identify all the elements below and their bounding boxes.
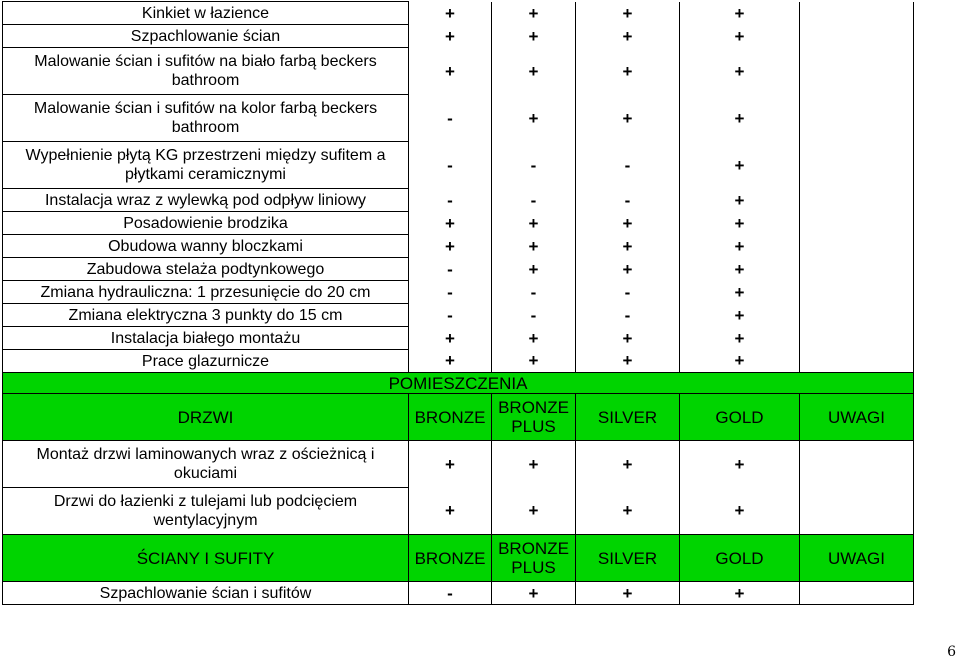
package-column-header: SILVER [576,394,680,441]
package-mark: - [409,258,492,281]
package-mark: - [492,189,576,212]
package-mark: - [492,281,576,304]
package-mark: + [492,2,576,25]
notes-cell [800,281,914,304]
package-mark: + [680,2,800,25]
section-name: DRZWI [3,394,409,441]
table-row [3,189,914,212]
package-mark: + [492,350,576,373]
package-mark: + [409,488,492,535]
package-column-header: GOLD [680,535,800,582]
table-row [3,235,914,258]
package-mark: + [576,258,680,281]
row-label: Zmiana elektryczna 3 punkty do 15 cm [3,304,409,327]
package-mark: + [576,48,680,95]
package-mark: + [492,212,576,235]
notes-cell [800,258,914,281]
package-mark: + [409,25,492,48]
notes-cell [800,488,914,535]
table-row [3,304,914,327]
package-column-header: BRONZE PLUS [492,394,576,441]
package-column-header: GOLD [680,394,800,441]
row-label: Instalacja wraz z wylewką pod odpływ liniowy [3,189,409,212]
package-mark: + [576,327,680,350]
package-mark: + [680,258,800,281]
row-label: Instalacja białego montażu [3,327,409,350]
package-mark: + [680,582,800,605]
package-mark: + [492,327,576,350]
row-label: Zabudowa stelaża podtynkowego [3,258,409,281]
package-mark: - [576,189,680,212]
table-row [3,582,914,605]
package-mark: + [492,48,576,95]
row-label: Zmiana hydrauliczna: 1 przesunięcie do 20 cm [3,281,409,304]
package-mark: + [680,304,800,327]
notes-cell [800,142,914,189]
row-label: Szpachlowanie ścian i sufitów [3,582,409,605]
row-label: Prace glazurnicze [3,350,409,373]
table-row [3,2,914,25]
notes-cell [800,212,914,235]
notes-cell [800,235,914,258]
table-row [3,327,914,350]
package-column-header: UWAGI [800,535,914,582]
package-mark: + [680,488,800,535]
package-mark: + [492,441,576,488]
row-label: Posadowienie brodzika [3,212,409,235]
package-mark: + [576,25,680,48]
package-mark: + [576,441,680,488]
package-mark: + [680,25,800,48]
table-row [3,95,914,142]
package-mark: + [409,48,492,95]
package-mark: - [576,142,680,189]
package-mark: + [576,2,680,25]
package-mark: + [576,488,680,535]
section-header-row [3,394,914,441]
package-mark: - [409,95,492,142]
notes-cell [800,48,914,95]
table-row [3,281,914,304]
package-column-header: UWAGI [800,394,914,441]
package-mark: + [680,189,800,212]
row-label: Obudowa wanny bloczkami [3,235,409,258]
package-mark: + [409,327,492,350]
section-title-row [3,373,914,394]
table-row [3,25,914,48]
row-label: Szpachlowanie ścian [3,25,409,48]
package-mark: - [409,281,492,304]
table-row [3,258,914,281]
notes-cell [800,304,914,327]
package-mark: - [409,142,492,189]
package-mark: - [492,304,576,327]
package-mark: + [680,235,800,258]
package-mark: - [409,189,492,212]
package-mark: + [492,582,576,605]
package-mark: + [492,95,576,142]
package-mark: + [409,235,492,258]
table-row [3,48,914,95]
package-mark: + [680,48,800,95]
notes-cell [800,95,914,142]
notes-cell [800,25,914,48]
notes-cell [800,189,914,212]
notes-cell [800,327,914,350]
package-mark: + [492,488,576,535]
row-label: Kinkiet w łazience [3,2,409,25]
table-row [3,441,914,488]
notes-cell [800,2,914,25]
package-mark: + [680,142,800,189]
package-mark: + [576,235,680,258]
package-mark: - [576,304,680,327]
package-mark: + [680,350,800,373]
package-mark: + [409,350,492,373]
table-row [3,212,914,235]
table-row [3,488,914,535]
package-column-header: BRONZE [409,535,492,582]
package-mark: - [409,582,492,605]
row-label: Drzwi do łazienki z tulejami lub podcięciem wentylacyjnym [3,488,409,535]
section-name: ŚCIANY I SUFITY [3,535,409,582]
section-header-row [3,535,914,582]
package-mark: + [492,258,576,281]
package-mark: + [409,212,492,235]
offer-table [2,1,914,605]
package-column-header: SILVER [576,535,680,582]
package-mark: + [576,212,680,235]
package-mark: + [492,25,576,48]
package-mark: + [409,2,492,25]
table-row [3,142,914,189]
package-mark: + [680,281,800,304]
notes-cell [800,441,914,488]
package-mark: + [576,95,680,142]
package-mark: + [576,350,680,373]
notes-cell [800,350,914,373]
package-mark: - [576,281,680,304]
row-label: Wypełnienie płytą KG przestrzeni między sufitem a płytkami ceramicznymi [3,142,409,189]
row-label: Malowanie ścian i sufitów na kolor farbą beckers bathroom [3,95,409,142]
package-mark: + [576,582,680,605]
package-mark: + [680,95,800,142]
package-mark: + [680,441,800,488]
package-column-header: BRONZE [409,394,492,441]
package-mark: + [492,235,576,258]
row-label: Malowanie ścian i sufitów na biało farbą beckers bathroom [3,48,409,95]
page-number: 6 [947,644,956,660]
package-mark: + [409,441,492,488]
package-mark: + [680,327,800,350]
notes-cell [800,582,914,605]
table-row [3,350,914,373]
package-mark: - [409,304,492,327]
section-title: POMIESZCZENIA [3,373,914,394]
package-mark: + [680,212,800,235]
row-label: Montaż drzwi laminowanych wraz z ościeżnicą i okuciami [3,441,409,488]
package-column-header: BRONZE PLUS [492,535,576,582]
package-mark: - [492,142,576,189]
